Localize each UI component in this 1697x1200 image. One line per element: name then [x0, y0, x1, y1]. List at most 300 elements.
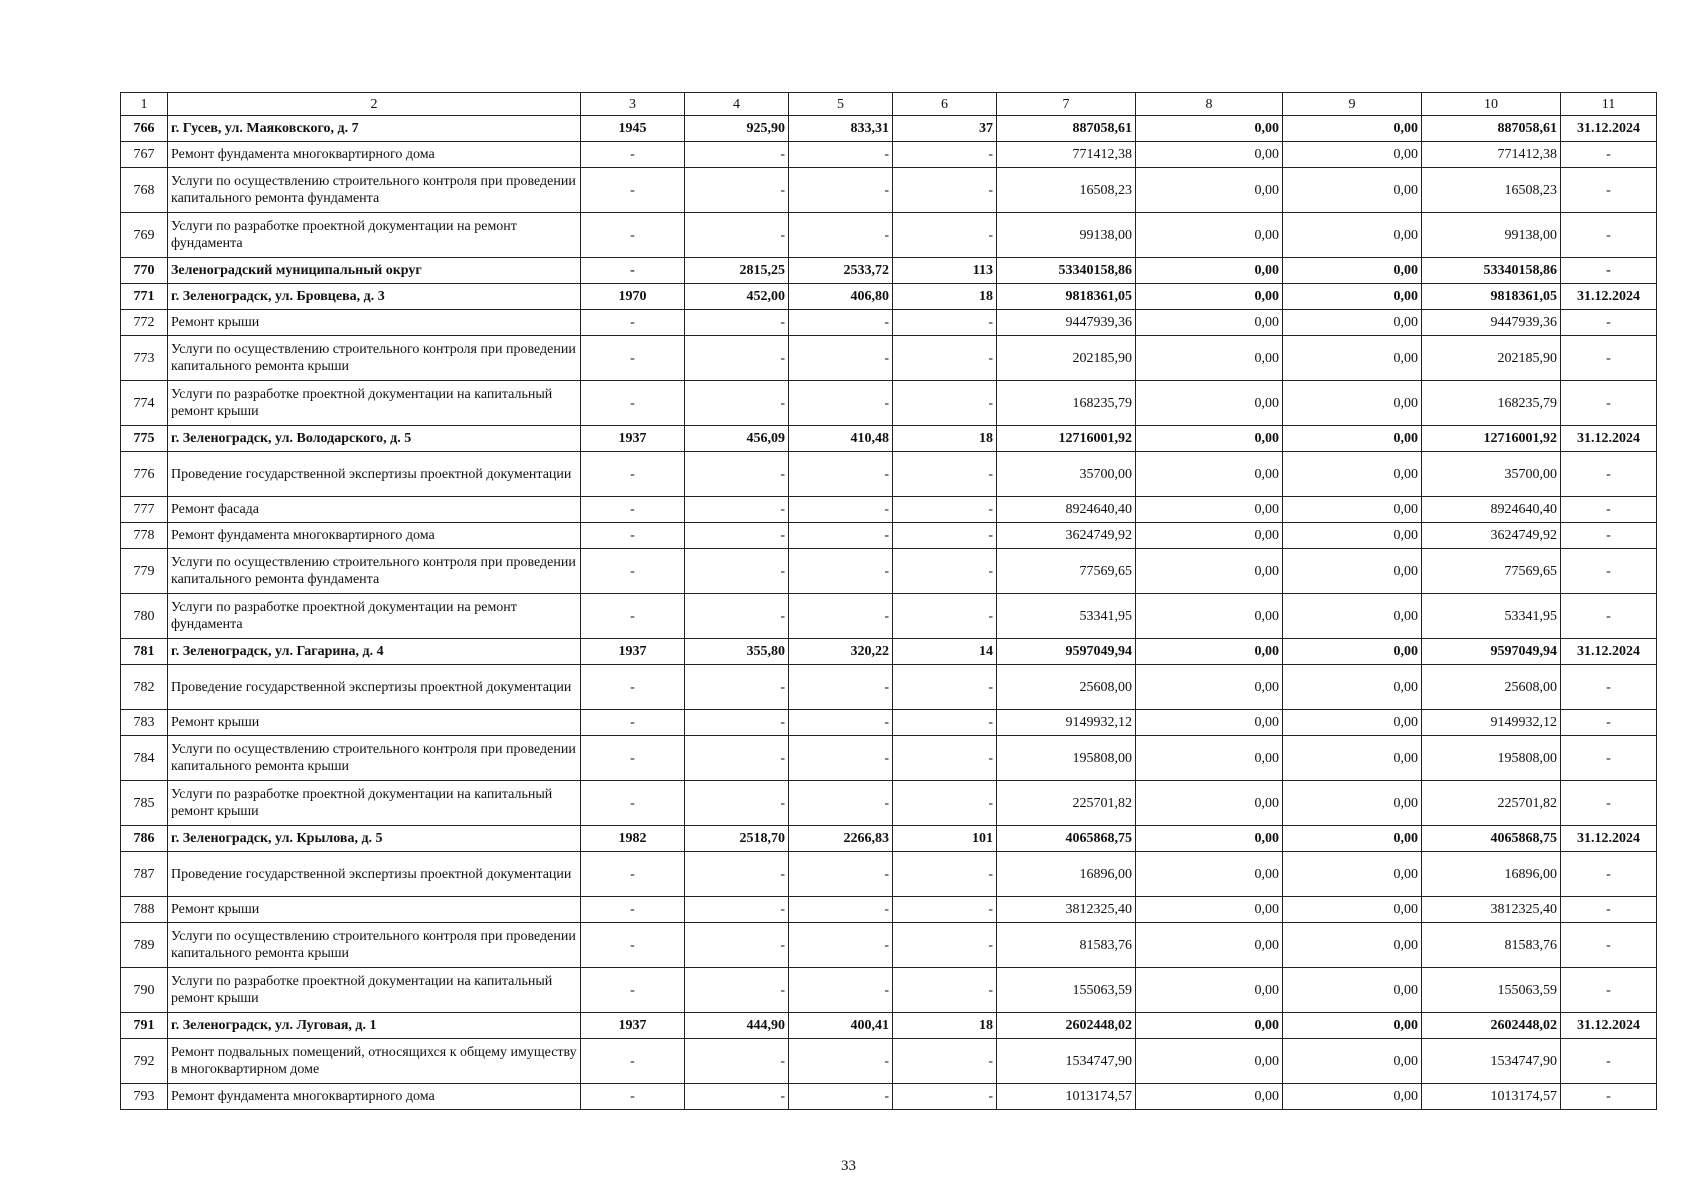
table-row [121, 336, 1657, 381]
completion-date-cell: - [1561, 497, 1657, 523]
table-row [121, 284, 1657, 310]
fund-regional-cell: 0,00 [1283, 897, 1422, 923]
fund-regional-cell: 0,00 [1283, 594, 1422, 639]
total-cost-cell: 9818361,05 [997, 284, 1136, 310]
fund-federal-cell: 0,00 [1136, 284, 1283, 310]
fund-regional-cell: 0,00 [1283, 781, 1422, 826]
total-area-cell: - [685, 897, 789, 923]
completion-date-cell: - [1561, 452, 1657, 497]
fund-owners-cell: 1013174,57 [1422, 1084, 1561, 1110]
total-area-cell: - [685, 781, 789, 826]
year-cell: - [581, 852, 685, 897]
header-cell-3: 3 [581, 93, 685, 116]
fund-owners-cell: 771412,38 [1422, 142, 1561, 168]
year-cell: - [581, 968, 685, 1013]
work-name-cell: Услуги по осуществлению строительного контроля при проведении капитального ремонта фундамента [168, 168, 581, 213]
row-number-cell: 782 [121, 665, 168, 710]
row-number-cell: 773 [121, 336, 168, 381]
total-cost-cell: 12716001,92 [997, 426, 1136, 452]
year-cell: 1945 [581, 116, 685, 142]
total-area-cell: - [685, 310, 789, 336]
fund-regional-cell: 0,00 [1283, 1013, 1422, 1039]
row-number-cell: 767 [121, 142, 168, 168]
residents-cell: - [893, 549, 997, 594]
completion-date-cell: - [1561, 923, 1657, 968]
fund-federal-cell: 0,00 [1136, 497, 1283, 523]
fund-regional-cell: 0,00 [1283, 426, 1422, 452]
fund-regional-cell: 0,00 [1283, 639, 1422, 665]
total-cost-cell: 16896,00 [997, 852, 1136, 897]
header-cell-9: 9 [1283, 93, 1422, 116]
total-cost-cell: 9149932,12 [997, 710, 1136, 736]
total-area-cell: - [685, 923, 789, 968]
fund-regional-cell: 0,00 [1283, 497, 1422, 523]
year-cell: - [581, 523, 685, 549]
fund-federal-cell: 0,00 [1136, 523, 1283, 549]
total-cost-cell: 1534747,90 [997, 1039, 1136, 1084]
fund-federal-cell: 0,00 [1136, 336, 1283, 381]
total-area-cell: - [685, 594, 789, 639]
total-cost-cell: 3812325,40 [997, 897, 1136, 923]
residents-cell: - [893, 310, 997, 336]
residents-cell: - [893, 142, 997, 168]
work-name-cell: Ремонт фасада [168, 497, 581, 523]
fund-federal-cell: 0,00 [1136, 897, 1283, 923]
row-number-cell: 771 [121, 284, 168, 310]
fund-owners-cell: 9597049,94 [1422, 639, 1561, 665]
work-name-cell: Ремонт крыши [168, 310, 581, 336]
total-area-cell: 355,80 [685, 639, 789, 665]
living-area-cell: - [789, 1084, 893, 1110]
fund-regional-cell: 0,00 [1283, 665, 1422, 710]
fund-owners-cell: 3812325,40 [1422, 897, 1561, 923]
work-name-cell: Ремонт фундамента многоквартирного дома [168, 142, 581, 168]
residents-cell: - [893, 897, 997, 923]
fund-owners-cell: 155063,59 [1422, 968, 1561, 1013]
row-number-cell: 786 [121, 826, 168, 852]
living-area-cell: - [789, 594, 893, 639]
living-area-cell: - [789, 852, 893, 897]
total-cost-cell: 16508,23 [997, 168, 1136, 213]
table-row [121, 549, 1657, 594]
year-cell: 1937 [581, 426, 685, 452]
living-area-cell: 406,80 [789, 284, 893, 310]
fund-federal-cell: 0,00 [1136, 168, 1283, 213]
residents-cell: - [893, 968, 997, 1013]
table-row [121, 426, 1657, 452]
fund-regional-cell: 0,00 [1283, 116, 1422, 142]
row-number-cell: 781 [121, 639, 168, 665]
table-row [121, 639, 1657, 665]
fund-regional-cell: 0,00 [1283, 452, 1422, 497]
total-cost-cell: 9597049,94 [997, 639, 1136, 665]
total-cost-cell: 77569,65 [997, 549, 1136, 594]
total-area-cell: - [685, 452, 789, 497]
completion-date-cell: - [1561, 852, 1657, 897]
residents-cell: 18 [893, 1013, 997, 1039]
completion-date-cell: - [1561, 142, 1657, 168]
header-cell-10: 10 [1422, 93, 1561, 116]
work-name-cell: Проведение государственной экспертизы проектной документации [168, 452, 581, 497]
fund-federal-cell: 0,00 [1136, 1039, 1283, 1084]
fund-federal-cell: 0,00 [1136, 826, 1283, 852]
work-name-cell: Зеленоградский муниципальный округ [168, 258, 581, 284]
total-area-cell: - [685, 736, 789, 781]
total-cost-cell: 4065868,75 [997, 826, 1136, 852]
year-cell: - [581, 213, 685, 258]
year-cell: - [581, 310, 685, 336]
completion-date-cell: 31.12.2024 [1561, 116, 1657, 142]
total-cost-cell: 1013174,57 [997, 1084, 1136, 1110]
living-area-cell: - [789, 968, 893, 1013]
fund-regional-cell: 0,00 [1283, 310, 1422, 336]
fund-federal-cell: 0,00 [1136, 452, 1283, 497]
table-row [121, 594, 1657, 639]
residents-cell: - [893, 781, 997, 826]
fund-federal-cell: 0,00 [1136, 594, 1283, 639]
fund-federal-cell: 0,00 [1136, 781, 1283, 826]
fund-federal-cell: 0,00 [1136, 310, 1283, 336]
residents-cell: - [893, 497, 997, 523]
total-area-cell: - [685, 523, 789, 549]
work-name-cell: г. Зеленоградск, ул. Луговая, д. 1 [168, 1013, 581, 1039]
year-cell: 1937 [581, 639, 685, 665]
fund-regional-cell: 0,00 [1283, 736, 1422, 781]
living-area-cell: - [789, 142, 893, 168]
completion-date-cell: 31.12.2024 [1561, 1013, 1657, 1039]
total-cost-cell: 887058,61 [997, 116, 1136, 142]
living-area-cell: - [789, 381, 893, 426]
total-cost-cell: 195808,00 [997, 736, 1136, 781]
fund-owners-cell: 12716001,92 [1422, 426, 1561, 452]
total-area-cell: - [685, 213, 789, 258]
fund-regional-cell: 0,00 [1283, 549, 1422, 594]
fund-federal-cell: 0,00 [1136, 426, 1283, 452]
program-table [120, 92, 1657, 1110]
fund-federal-cell: 0,00 [1136, 142, 1283, 168]
living-area-cell: - [789, 736, 893, 781]
row-number-cell: 792 [121, 1039, 168, 1084]
header-cell-4: 4 [685, 93, 789, 116]
fund-federal-cell: 0,00 [1136, 665, 1283, 710]
year-cell: - [581, 594, 685, 639]
total-cost-cell: 53340158,86 [997, 258, 1136, 284]
work-name-cell: г. Зеленоградск, ул. Володарского, д. 5 [168, 426, 581, 452]
year-cell: - [581, 497, 685, 523]
total-cost-cell: 35700,00 [997, 452, 1136, 497]
work-name-cell: Услуги по разработке проектной документации на капитальный ремонт крыши [168, 781, 581, 826]
work-name-cell: Ремонт крыши [168, 710, 581, 736]
fund-owners-cell: 225701,82 [1422, 781, 1561, 826]
total-cost-cell: 53341,95 [997, 594, 1136, 639]
header-cell-1: 1 [121, 93, 168, 116]
fund-regional-cell: 0,00 [1283, 923, 1422, 968]
work-name-cell: Ремонт крыши [168, 897, 581, 923]
table-row [121, 116, 1657, 142]
year-cell: 1982 [581, 826, 685, 852]
completion-date-cell: 31.12.2024 [1561, 284, 1657, 310]
year-cell: - [581, 452, 685, 497]
row-number-cell: 787 [121, 852, 168, 897]
completion-date-cell: - [1561, 594, 1657, 639]
total-cost-cell: 202185,90 [997, 336, 1136, 381]
table-row [121, 1039, 1657, 1084]
fund-federal-cell: 0,00 [1136, 639, 1283, 665]
work-name-cell: Ремонт фундамента многоквартирного дома [168, 523, 581, 549]
fund-owners-cell: 168235,79 [1422, 381, 1561, 426]
work-name-cell: Услуги по разработке проектной документации на капитальный ремонт крыши [168, 381, 581, 426]
work-name-cell: г. Зеленоградск, ул. Гагарина, д. 4 [168, 639, 581, 665]
fund-regional-cell: 0,00 [1283, 826, 1422, 852]
header-cell-7: 7 [997, 93, 1136, 116]
fund-owners-cell: 2602448,02 [1422, 1013, 1561, 1039]
total-area-cell: 925,90 [685, 116, 789, 142]
total-cost-cell: 9447939,36 [997, 310, 1136, 336]
residents-cell: - [893, 168, 997, 213]
fund-owners-cell: 35700,00 [1422, 452, 1561, 497]
total-cost-cell: 81583,76 [997, 923, 1136, 968]
living-area-cell: 2533,72 [789, 258, 893, 284]
total-cost-cell: 771412,38 [997, 142, 1136, 168]
fund-federal-cell: 0,00 [1136, 116, 1283, 142]
total-area-cell: - [685, 1084, 789, 1110]
living-area-cell: - [789, 497, 893, 523]
table-row [121, 665, 1657, 710]
row-number-cell: 783 [121, 710, 168, 736]
row-number-cell: 785 [121, 781, 168, 826]
fund-owners-cell: 16896,00 [1422, 852, 1561, 897]
year-cell: - [581, 781, 685, 826]
row-number-cell: 776 [121, 452, 168, 497]
table-row [121, 1084, 1657, 1110]
fund-owners-cell: 887058,61 [1422, 116, 1561, 142]
residents-cell: 101 [893, 826, 997, 852]
total-cost-cell: 155063,59 [997, 968, 1136, 1013]
row-number-cell: 769 [121, 213, 168, 258]
total-area-cell: 456,09 [685, 426, 789, 452]
row-number-cell: 780 [121, 594, 168, 639]
residents-cell: - [893, 665, 997, 710]
table-row [121, 213, 1657, 258]
living-area-cell: - [789, 310, 893, 336]
fund-regional-cell: 0,00 [1283, 968, 1422, 1013]
fund-regional-cell: 0,00 [1283, 381, 1422, 426]
total-area-cell: - [685, 336, 789, 381]
table-row [121, 523, 1657, 549]
completion-date-cell: - [1561, 1039, 1657, 1084]
total-area-cell: - [685, 168, 789, 213]
residents-cell: - [893, 1084, 997, 1110]
year-cell: - [581, 549, 685, 594]
living-area-cell: - [789, 781, 893, 826]
residents-cell: - [893, 452, 997, 497]
year-cell: - [581, 142, 685, 168]
work-name-cell: Ремонт подвальных помещений, относящихся к общему имуществу в многоквартирном доме [168, 1039, 581, 1084]
table-row [121, 968, 1657, 1013]
fund-federal-cell: 0,00 [1136, 923, 1283, 968]
fund-regional-cell: 0,00 [1283, 1039, 1422, 1084]
fund-federal-cell: 0,00 [1136, 1084, 1283, 1110]
total-area-cell: - [685, 665, 789, 710]
row-number-cell: 777 [121, 497, 168, 523]
work-name-cell: Услуги по разработке проектной документации на ремонт фундамента [168, 213, 581, 258]
residents-cell: - [893, 336, 997, 381]
living-area-cell: - [789, 168, 893, 213]
fund-federal-cell: 0,00 [1136, 381, 1283, 426]
table-row [121, 381, 1657, 426]
year-cell: - [581, 381, 685, 426]
residents-cell: 113 [893, 258, 997, 284]
fund-regional-cell: 0,00 [1283, 523, 1422, 549]
completion-date-cell: - [1561, 168, 1657, 213]
header-cell-11: 11 [1561, 93, 1657, 116]
fund-owners-cell: 8924640,40 [1422, 497, 1561, 523]
fund-federal-cell: 0,00 [1136, 710, 1283, 736]
living-area-cell: - [789, 897, 893, 923]
total-area-cell: - [685, 1039, 789, 1084]
fund-owners-cell: 202185,90 [1422, 336, 1561, 381]
work-name-cell: Проведение государственной экспертизы проектной документации [168, 665, 581, 710]
work-name-cell: Услуги по осуществлению строительного контроля при проведении капитального ремонта крыши [168, 923, 581, 968]
residents-cell: 18 [893, 426, 997, 452]
row-number-cell: 791 [121, 1013, 168, 1039]
total-cost-cell: 99138,00 [997, 213, 1136, 258]
row-number-cell: 789 [121, 923, 168, 968]
fund-regional-cell: 0,00 [1283, 142, 1422, 168]
living-area-cell: - [789, 710, 893, 736]
row-number-cell: 768 [121, 168, 168, 213]
total-area-cell: 2518,70 [685, 826, 789, 852]
table-row [121, 897, 1657, 923]
living-area-cell: - [789, 923, 893, 968]
completion-date-cell: - [1561, 1084, 1657, 1110]
work-name-cell: г. Зеленоградск, ул. Бровцева, д. 3 [168, 284, 581, 310]
row-number-cell: 784 [121, 736, 168, 781]
work-name-cell: Услуги по разработке проектной документации на капитальный ремонт крыши [168, 968, 581, 1013]
total-cost-cell: 25608,00 [997, 665, 1136, 710]
row-number-cell: 774 [121, 381, 168, 426]
residents-cell: - [893, 923, 997, 968]
completion-date-cell: - [1561, 968, 1657, 1013]
year-cell: - [581, 923, 685, 968]
total-area-cell: 452,00 [685, 284, 789, 310]
fund-federal-cell: 0,00 [1136, 213, 1283, 258]
table-row [121, 168, 1657, 213]
living-area-cell: - [789, 213, 893, 258]
residents-cell: - [893, 736, 997, 781]
header-cell-5: 5 [789, 93, 893, 116]
work-name-cell: Ремонт фундамента многоквартирного дома [168, 1084, 581, 1110]
row-number-cell: 766 [121, 116, 168, 142]
year-cell: - [581, 168, 685, 213]
completion-date-cell: - [1561, 549, 1657, 594]
header-cell-2: 2 [168, 93, 581, 116]
total-cost-cell: 3624749,92 [997, 523, 1136, 549]
fund-owners-cell: 99138,00 [1422, 213, 1561, 258]
living-area-cell: - [789, 523, 893, 549]
table-row [121, 923, 1657, 968]
row-number-cell: 788 [121, 897, 168, 923]
row-number-cell: 770 [121, 258, 168, 284]
year-cell: - [581, 1039, 685, 1084]
fund-regional-cell: 0,00 [1283, 213, 1422, 258]
work-name-cell: г. Гусев, ул. Маяковского, д. 7 [168, 116, 581, 142]
table-row [121, 142, 1657, 168]
year-cell: - [581, 336, 685, 381]
fund-owners-cell: 9447939,36 [1422, 310, 1561, 336]
completion-date-cell: 31.12.2024 [1561, 639, 1657, 665]
completion-date-cell: - [1561, 736, 1657, 781]
total-cost-cell: 8924640,40 [997, 497, 1136, 523]
total-area-cell: - [685, 381, 789, 426]
fund-owners-cell: 195808,00 [1422, 736, 1561, 781]
total-area-cell: - [685, 852, 789, 897]
completion-date-cell: - [1561, 381, 1657, 426]
completion-date-cell: - [1561, 665, 1657, 710]
residents-cell: - [893, 1039, 997, 1084]
fund-owners-cell: 81583,76 [1422, 923, 1561, 968]
table-row [121, 852, 1657, 897]
fund-regional-cell: 0,00 [1283, 1084, 1422, 1110]
residents-cell: - [893, 381, 997, 426]
residents-cell: - [893, 213, 997, 258]
living-area-cell: 2266,83 [789, 826, 893, 852]
year-cell: - [581, 258, 685, 284]
table-row [121, 710, 1657, 736]
fund-owners-cell: 9818361,05 [1422, 284, 1561, 310]
total-area-cell: - [685, 710, 789, 736]
living-area-cell: - [789, 336, 893, 381]
fund-federal-cell: 0,00 [1136, 968, 1283, 1013]
work-name-cell: Проведение государственной экспертизы проектной документации [168, 852, 581, 897]
residents-cell: 18 [893, 284, 997, 310]
completion-date-cell: - [1561, 710, 1657, 736]
row-number-cell: 793 [121, 1084, 168, 1110]
work-name-cell: Услуги по осуществлению строительного контроля при проведении капитального ремонта крыши [168, 736, 581, 781]
fund-federal-cell: 0,00 [1136, 852, 1283, 897]
fund-federal-cell: 0,00 [1136, 549, 1283, 594]
completion-date-cell: - [1561, 781, 1657, 826]
total-area-cell: - [685, 968, 789, 1013]
table-row [121, 258, 1657, 284]
row-number-cell: 790 [121, 968, 168, 1013]
total-cost-cell: 2602448,02 [997, 1013, 1136, 1039]
fund-owners-cell: 77569,65 [1422, 549, 1561, 594]
year-cell: - [581, 736, 685, 781]
work-name-cell: г. Зеленоградск, ул. Крылова, д. 5 [168, 826, 581, 852]
living-area-cell: - [789, 549, 893, 594]
total-area-cell: - [685, 142, 789, 168]
fund-owners-cell: 1534747,90 [1422, 1039, 1561, 1084]
fund-owners-cell: 53341,95 [1422, 594, 1561, 639]
row-number-cell: 779 [121, 549, 168, 594]
residents-cell: - [893, 594, 997, 639]
total-area-cell: - [685, 549, 789, 594]
table-row [121, 1013, 1657, 1039]
living-area-cell: 410,48 [789, 426, 893, 452]
row-number-cell: 775 [121, 426, 168, 452]
completion-date-cell: 31.12.2024 [1561, 826, 1657, 852]
work-name-cell: Услуги по осуществлению строительного контроля при проведении капитального ремонта фундамента [168, 549, 581, 594]
work-name-cell: Услуги по разработке проектной документации на ремонт фундамента [168, 594, 581, 639]
year-cell: 1937 [581, 1013, 685, 1039]
header-cell-6: 6 [893, 93, 997, 116]
fund-regional-cell: 0,00 [1283, 852, 1422, 897]
fund-federal-cell: 0,00 [1136, 1013, 1283, 1039]
work-name-cell: Услуги по осуществлению строительного контроля при проведении капитального ремонта крыши [168, 336, 581, 381]
row-number-cell: 778 [121, 523, 168, 549]
table-row [121, 497, 1657, 523]
